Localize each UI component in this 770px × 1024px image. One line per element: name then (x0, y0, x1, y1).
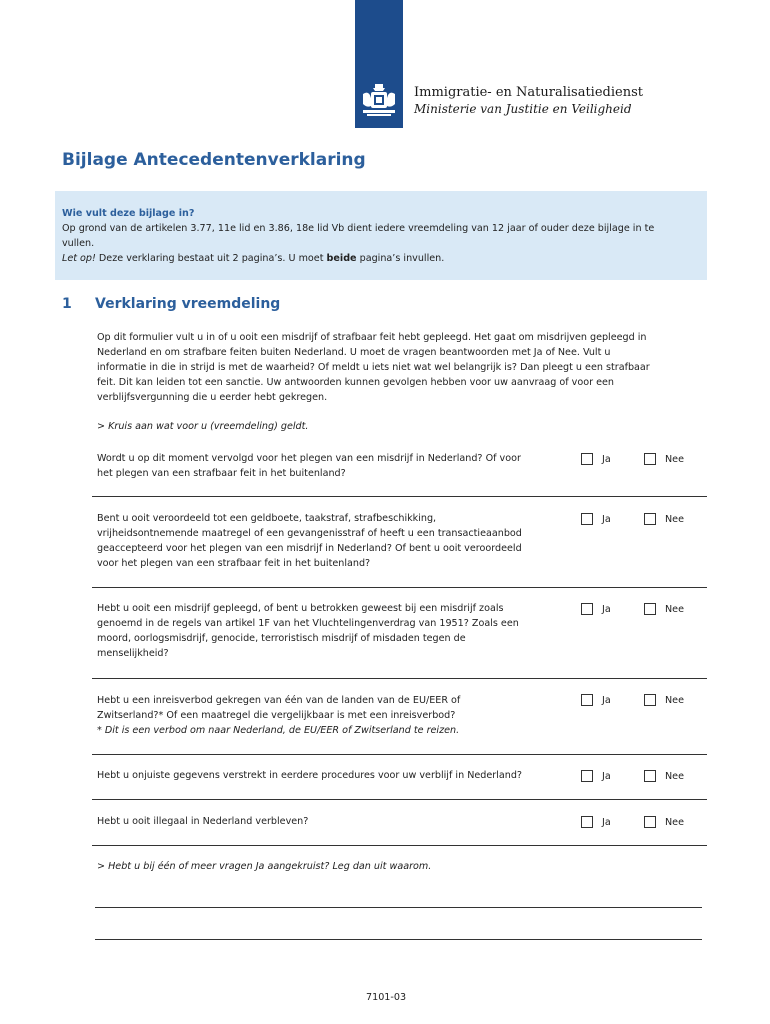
question-row-4 (92, 678, 707, 755)
answer-nee[interactable] (644, 694, 684, 706)
checkbox-nee[interactable] (644, 603, 656, 615)
question-line: vrijheidsontnemende maatregel of een gevangenisstraf of heeft u een transactieaanbod (97, 528, 522, 539)
nee-label: Nee (665, 603, 684, 615)
answer-ja[interactable] (581, 694, 611, 706)
ja-label: Ja (602, 816, 611, 828)
answer-nee[interactable] (644, 770, 684, 782)
rijkswapen-crest-icon (357, 78, 401, 122)
ja-label: Ja (602, 513, 611, 525)
answer-line-1[interactable] (95, 907, 702, 908)
answer-nee[interactable] (644, 603, 684, 615)
nee-label: Nee (665, 770, 684, 782)
answer-ja[interactable] (581, 453, 611, 465)
question-line: Bent u ooit veroordeeld tot een geldboete, taakstraf, strafbeschikking, (97, 513, 437, 524)
answer-nee[interactable] (644, 816, 684, 828)
answer-ja[interactable] (581, 513, 611, 525)
checkbox-ja[interactable] (581, 513, 593, 525)
answer-nee[interactable] (644, 453, 684, 465)
question-line: voor het plegen van een strafbaar feit in het buitenland? (97, 558, 371, 569)
checkbox-ja[interactable] (581, 770, 593, 782)
answer-ja[interactable] (581, 816, 611, 828)
org-name: Immigratie- en Naturalisatiedienst (414, 85, 643, 100)
question-line: genoemd in de regels van artikel 1F van het Vluchtelingenverdrag van 1951? Zoals een (97, 618, 519, 629)
intro-line: Nederland en om strafbare feiten buiten Nederland. U moet de vragen beantwoorden met Ja of Nee. Vult u (97, 347, 611, 358)
organisation-block (414, 84, 643, 117)
nee-label: Nee (665, 694, 684, 706)
nee-label: Nee (665, 816, 684, 828)
info-line-1: Op grond van de artikelen 3.77, 11e lid en 3.86, 18e lid Vb dient iedere vreemdeling van 12 jaar of ouder deze bijlage in te (62, 223, 655, 234)
question-text (97, 601, 567, 661)
question-row-5 (92, 754, 707, 800)
checkbox-nee[interactable] (644, 770, 656, 782)
intro-line: Op dit formulier vult u in of u ooit een misdrijf of strafbaar feit hebt gepleegd. Het gaat om misdrijven gepleegd in (97, 332, 647, 343)
question-text (97, 814, 567, 829)
question-row-3 (92, 587, 707, 679)
question-row-1 (92, 446, 707, 497)
intro-line: informatie in die in strijd is met de waarheid? Of meldt u iets niet wat wel belangrijk is? Dan pleegt u een strafbaar (97, 362, 650, 373)
intro-paragraph (97, 330, 702, 405)
explanation-hint: > Hebt u bij één of meer vragen Ja aangekruist? Leg dan uit waarom. (97, 861, 432, 872)
info-line-2: vullen. (62, 238, 95, 249)
beide-emphasis: beide (326, 253, 357, 264)
checkbox-ja[interactable] (581, 694, 593, 706)
question-line: Hebt u onjuiste gegevens verstrekt in eerdere procedures voor uw verblijf in Nederland? (97, 770, 523, 781)
question-footnote: * Dit is een verbod om naar Nederland, de EU/EER of Zwitserland te reizen. (97, 725, 460, 736)
info-box (55, 191, 707, 280)
intro-line: feit. Dit kan leiden tot een sanctie. Uw antwoorden kunnen gevolgen hebben voor uw aanvraag of voor een (97, 377, 614, 388)
answer-ja[interactable] (581, 603, 611, 615)
ja-label: Ja (602, 603, 611, 615)
info-line-3b: pagina’s invullen. (356, 253, 445, 264)
question-text (97, 768, 577, 783)
answer-ja[interactable] (581, 770, 611, 782)
info-line-3 (62, 251, 700, 266)
nee-label: Nee (665, 453, 684, 465)
section-number: 1 (62, 296, 72, 312)
ja-label: Ja (602, 694, 611, 706)
question-line: menselijkheid? (97, 648, 169, 659)
question-line: moord, oorlogsmisdrijf, genocide, terroristisch misdrijf of misdaden tegen de (97, 633, 466, 644)
question-text (97, 511, 567, 571)
question-row-6 (92, 799, 707, 846)
ministry-name: Ministerie van Justitie en Veiligheid (414, 102, 632, 116)
ja-label: Ja (602, 770, 611, 782)
instruction-hint: > Kruis aan wat voor u (vreemdeling) geldt. (97, 421, 309, 432)
question-line: het plegen van een strafbaar feit in het buitenland? (97, 468, 346, 479)
checkbox-ja[interactable] (581, 816, 593, 828)
info-line-3a: Deze verklaring bestaat uit 2 pagina’s. U moet (95, 253, 327, 264)
question-text (97, 451, 567, 481)
checkbox-nee[interactable] (644, 694, 656, 706)
question-line: Zwitserland?* Of een maatregel die vergelijkbaar is met een inreisverbod? (97, 710, 456, 721)
checkbox-nee[interactable] (644, 816, 656, 828)
section-title: Verklaring vreemdeling (95, 296, 281, 312)
question-line: Hebt u ooit illegaal in Nederland verbleven? (97, 816, 309, 827)
form-code: 7101-03 (366, 992, 407, 1003)
checkbox-ja[interactable] (581, 453, 593, 465)
let-op-label: Let op! (62, 253, 96, 264)
document-title: Bijlage Antecedentenverklaring (62, 150, 366, 170)
question-line: Wordt u op dit moment vervolgd voor het plegen van een misdrijf in Nederland? Of voor (97, 453, 521, 464)
section-heading (62, 296, 280, 312)
answer-line-2[interactable] (95, 939, 702, 940)
checkbox-nee[interactable] (644, 513, 656, 525)
question-line: Hebt u ooit een misdrijf gepleegd, of bent u betrokken geweest bij een misdrijf zoals (97, 603, 504, 614)
question-row-2 (92, 496, 707, 588)
question-line: geaccepteerd voor het plegen van een misdrijf in Nederland? Of bent u ooit veroordeeld (97, 543, 522, 554)
logo-bar (355, 0, 403, 128)
nee-label: Nee (665, 513, 684, 525)
info-question: Wie vult deze bijlage in? (62, 208, 195, 219)
intro-line: verblijfsvergunning die u eerder hebt gekregen. (97, 392, 328, 403)
checkbox-ja[interactable] (581, 603, 593, 615)
ja-label: Ja (602, 453, 611, 465)
question-line: Hebt u een inreisverbod gekregen van één van de landen van de EU/EER of (97, 695, 461, 706)
checkbox-nee[interactable] (644, 453, 656, 465)
question-text (97, 693, 567, 738)
answer-nee[interactable] (644, 513, 684, 525)
